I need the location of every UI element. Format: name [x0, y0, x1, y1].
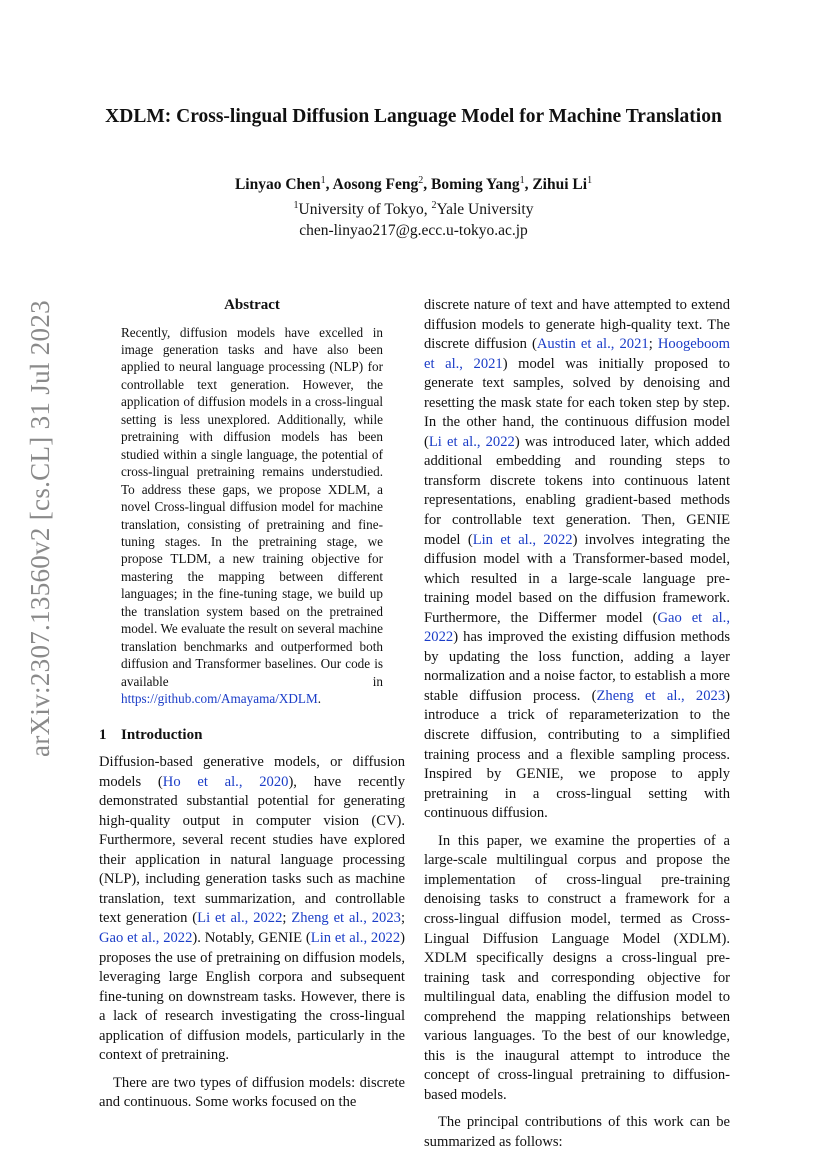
text: ; — [400, 910, 405, 927]
author-2-affil: 2 — [418, 175, 424, 186]
text: Diffusion-based generative models, or diffusion models ( — [99, 754, 405, 790]
citation-lin-2022[interactable]: Lin et al., 2022 — [472, 531, 573, 548]
intro-paragraph-4: The principal contributions of this work can be summarized as follows: — [424, 1114, 730, 1150]
citation-zheng-2023[interactable]: Zheng et al., 2023 — [596, 687, 726, 704]
author-3-affil: 1 — [519, 175, 525, 186]
section-heading-introduction — [99, 726, 405, 746]
author-1: Linyao Chen — [234, 176, 321, 194]
affiliation-2: Yale University — [436, 201, 534, 219]
text: ), have recently demonstrated substantial potential for generating high-quality output in computer vision (CV). Furthermore, several recent studies have explored their application in natural language processing (NLP), including generation tasks such as machine translation, text summarization, and controllable text generation ( — [99, 773, 405, 927]
text: ). Notably, GENIE ( — [192, 929, 311, 946]
text: ) introduce a trick of reparameterization to the discrete diffusion, contributing to a simplified training process and a flexible sampling process. Inspired by GENIE, we propose to apply pretraining in a cross-lingual setting with continuous diffusion. — [424, 687, 730, 822]
abstract-heading: Abstract — [224, 297, 280, 313]
section-number: 1 — [99, 726, 107, 743]
author-3: Boming Yang — [431, 176, 520, 194]
citation-hoogeboom-2021[interactable]: Hoogeboom et al., 2021 — [424, 336, 731, 372]
author-2: Aosong Feng — [332, 176, 419, 194]
left-column — [99, 296, 405, 1113]
text: ) has improved the existing diffusion methods by updating the loss function, adding a layer normalization and a noise factor, to establish a more stable diffusion process. ( — [424, 629, 730, 704]
author-email: chen-linyao217@g.ecc.u-tokyo.ac.jp — [299, 222, 528, 240]
text: ; — [282, 910, 292, 927]
text: ) model was initially proposed to generate text samples, solved by denoising and resetting the mask state for each token step by step. In the other hand, the continuous diffusion model ( — [424, 355, 730, 450]
citation-ho-2020[interactable]: Ho et al., 2020 — [162, 773, 289, 790]
intro-paragraph-1 — [99, 753, 405, 1066]
aff-2-sup: 2 — [431, 200, 437, 212]
aff-1-sup: 1 — [293, 200, 299, 212]
text: discrete nature of text and have attempted to extend diffusion models to generate high-quality text. The discrete diffusion ( — [424, 297, 730, 353]
author-1-affil: 1 — [320, 175, 326, 186]
right-column — [424, 296, 730, 1153]
author-names: Linyao Chen$^1$, Aosong Feng$^2$, Boming Yang$^1$, Zihui Li$^1$ — [234, 175, 593, 194]
affiliations — [0, 195, 827, 220]
arxiv-id-text: arXiv:2307.13560v2 [cs.CL] 31 Jul 2023 — [24, 299, 55, 757]
citation-lin-2022[interactable]: Lin et al., 2022 — [310, 929, 401, 946]
citation-zheng-2023[interactable]: Zheng et al., 2023 — [291, 910, 401, 927]
citation-gao-2022[interactable]: Gao et al., 2022 — [99, 929, 193, 946]
citation-austin-2021[interactable]: Austin et al., 2021 — [536, 336, 649, 353]
abstract-end: . — [317, 691, 321, 707]
text: ) involves integrating the diffusion model with a Transformer-based model, which resulted in a large-scale language pre-training model based on the diffusion framework. Furthermore, the Differmer model ( — [424, 531, 730, 626]
intro-paragraph-2-continued — [424, 296, 730, 824]
affiliation-1: University of Tokyo, — [298, 201, 432, 219]
arxiv-identifier — [20, 299, 60, 757]
abstract-text — [121, 324, 383, 708]
abstract-text-main: Recently, diffusion models have excelled in image generation tasks and have also been applied to neural language processing (NLP) for controllable text generation. However, the application of diffusion models in a cross-lingual setting is less unexplored. Additionally, while pretraining with diffusion models has been studied within a single language, the potential of cross-lingual pretraining remains understudied. To address these gaps, we propose XDLM, a novel Cross-lingual diffusion model for machine translation, consisting of pretraining and fine-tuning stages. In the pretraining stage, we propose TLDM, a new training objective for mastering the mapping between different languages; in the fine-tuning stage, we build up the translation system based on the pretrained model. We evaluate the result on several machine translation benchmarks and outperformed both diffusion and Transformer baselines. Our code is available in — [121, 324, 383, 689]
abstract-body — [121, 324, 383, 708]
text: ) was introduced later, which added additional embedding and rounding steps to transform discrete tokens into continuous latent representations, enabling gradient-based methods for controllable text generation. Then, GENIE model ( — [424, 433, 730, 548]
author-4: Zihui Li — [532, 176, 588, 194]
author-4-affil: 1 — [587, 175, 593, 186]
text: ; — [648, 336, 658, 353]
citation-li-2022[interactable]: Li et al., 2022 — [428, 433, 515, 450]
intro-paragraph-2: There are two types of diffusion models: discrete and continuous. Some works focused on the — [99, 1074, 405, 1111]
section-title: Introduction — [121, 726, 203, 743]
author-block — [0, 170, 827, 241]
citation-gao-2022[interactable]: Gao et al., 2022 — [424, 609, 730, 646]
citation-li-2022[interactable]: Li et al., 2022 — [197, 910, 283, 927]
code-link[interactable]: https://github.com/Amayama/XDLM — [121, 691, 318, 707]
text: ) proposes the use of pretraining on diffusion models, leveraging large English corpora and subsequent fine-tuning on downstream tasks. However, there is a lack of research investigating the cross-lingual application of diffusion models, particularly in the context of pretraining. — [99, 929, 405, 1064]
paper-title: XDLM: Cross-lingual Diffusion Language Model for Machine Translation — [105, 106, 722, 127]
intro-paragraph-3: In this paper, we examine the properties of a large-scale multilingual corpus and propose the implementation of cross-lingual pre-training denoising tasks to construct a framework for a cross-lingual diffusion model, termed as Cross-Lingual Diffusion Language Model (XDLM). XDLM specifically designs a cross-lingual pre-training task and corresponding objective for multilingual data, enabling the diffusion model to comprehend the mapping relationships between various languages. To the best of our knowledge, this is the inaugural attempt to introduce the concept of cross-lingual pretraining to diffusion-based models. — [424, 832, 730, 1103]
